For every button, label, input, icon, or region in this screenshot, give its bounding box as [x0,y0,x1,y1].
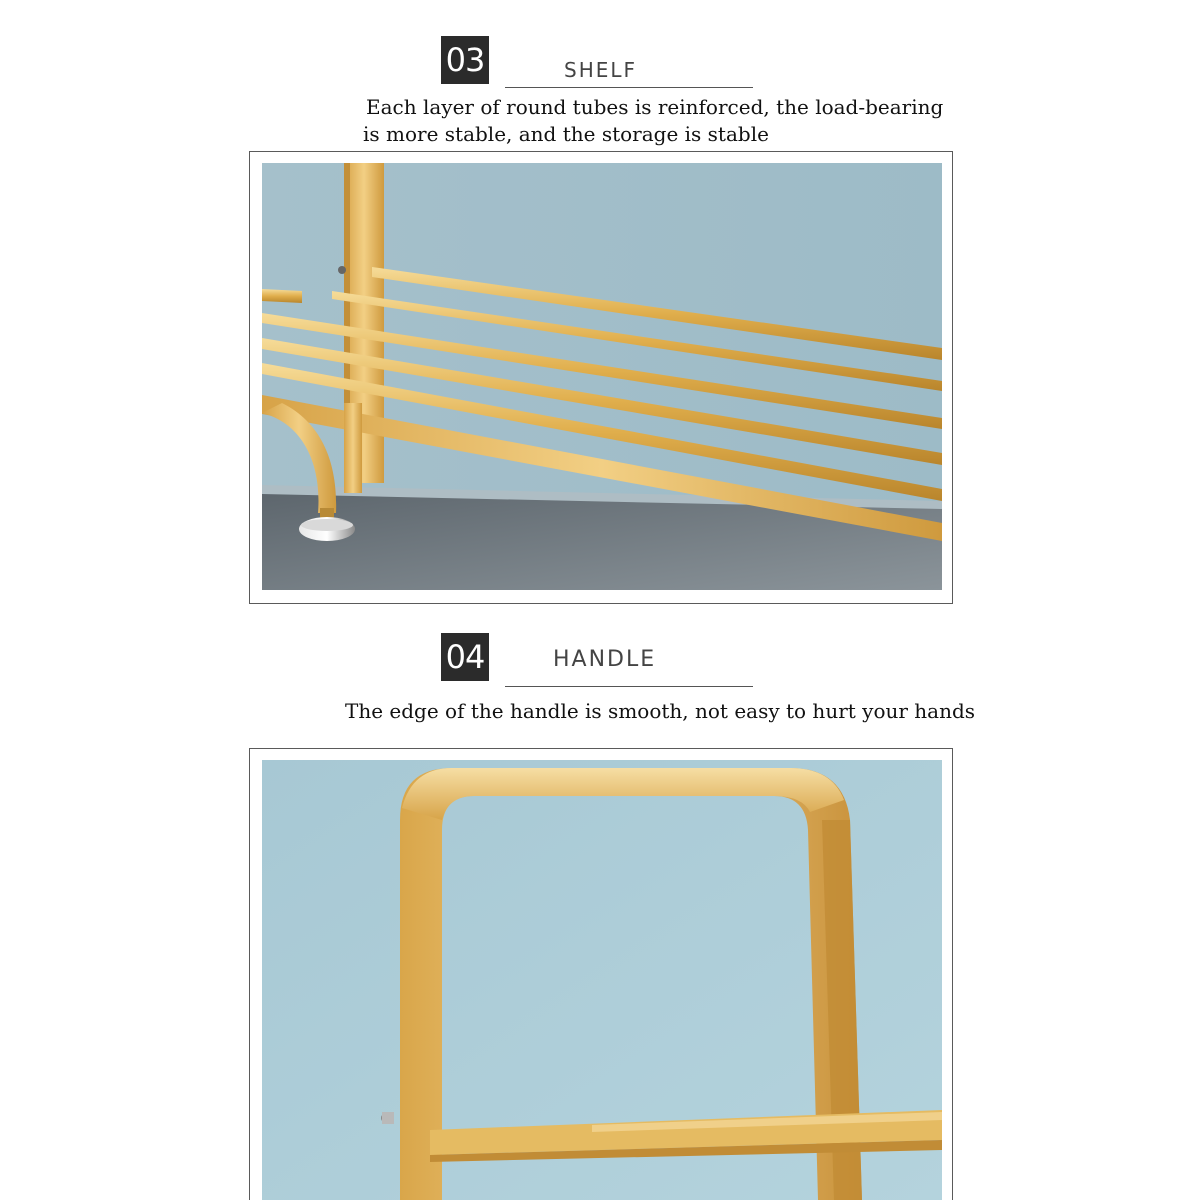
section-caption [363,94,944,148]
handle-photo-illustration [262,760,942,1200]
shelf-photo-illustration [262,163,942,590]
title-underline [505,87,753,88]
caption-line: The edge of the handle is smooth, not easy to hurt your hands [345,699,976,723]
section-number-badge [441,36,489,84]
section-title: SHELF [564,58,638,82]
section-number-badge [441,633,489,681]
section-number: 03 [445,41,485,79]
handle-product-image [262,760,942,1200]
section-caption [345,698,975,725]
shelf-product-image [262,163,942,590]
caption-line: Each layer of round tubes is reinforced, the load-bearing [366,95,944,119]
caption-line: is more stable, and the storage is stable [363,122,769,146]
section-title: HANDLE [553,647,657,672]
title-underline [505,686,753,687]
section-number: 04 [445,638,485,676]
